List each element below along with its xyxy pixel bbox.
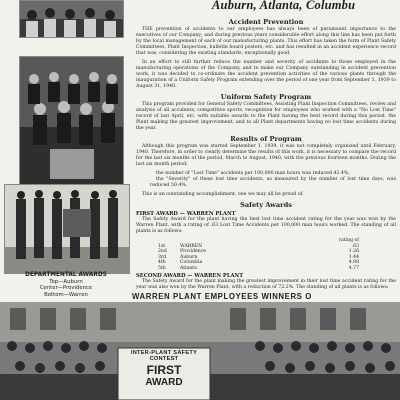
award-banner — [118, 350, 210, 388]
results-paragraph-1: Although this program was started September 1, 1939, it was not completely organized until February, 1940. Therefore, in order to clearly determine the results of this work, it is necessary to compare the record for the last six months of the period, March to August, 1940, with the previous fourteen months. During the last six month period: — [136, 144, 396, 167]
plant-cell: WARREN — [180, 243, 203, 249]
departmental-award-photo-top — [19, 0, 124, 38]
plant-cell: Columbia — [180, 260, 203, 266]
caption-line-center: Center—Providence — [39, 285, 93, 291]
departmental-award-photo-bottom — [4, 184, 130, 274]
first-award-standings-table — [156, 238, 361, 272]
first-award-text: The Safety Award for the plant having the best lost time accident rating for the year was won by the Warren Plant, with a rating of .63 Lost Time Accidents per 100,000 man hours worked. The standing of all plants is as follows: — [136, 217, 396, 234]
table-row — [156, 266, 361, 272]
rating-cell: .63 — [351, 243, 359, 249]
rating-cell: 4.98 — [348, 260, 359, 266]
rank-cell: 5th — [158, 265, 166, 271]
caption-title: DEPARTMENTAL AWARDS — [25, 272, 107, 278]
results-paragraph-4: This is an outstanding accomplishment, one we may all be proud of. — [142, 192, 304, 197]
rank-cell: 3rd — [158, 254, 167, 260]
rank-cell: 4th — [158, 260, 166, 266]
caption-line-bottom: Bottom—Warren — [44, 291, 88, 298]
uniform-safety-heading: Uniform Safety Program — [220, 93, 312, 101]
accident-prevention-heading: Accident Prevention — [228, 18, 304, 26]
plant-cell: Providence — [180, 249, 207, 255]
banner-line-1: INTER-PLANT SAFETY CONTEST — [130, 350, 198, 362]
rating-cell: 1.26 — [348, 249, 359, 255]
plant-cell: Auburn — [180, 254, 198, 260]
accident-prevention-paragraph-1: THE prevention of accidents to our employees has always been of paramount importance to the executives of our Company; and during previous years considerable effort along this line has been put forth by the local management of each of our manufacturing plants. This effort has taken the form of Plant Safety Committees, Plant Inspection, bulletin board posters, etc. and has resulted in an accident experience record that was, considering the existing standards, exceptionally good. — [136, 27, 396, 56]
safety-awards-heading: Safety Awards — [240, 201, 292, 209]
rating-header: rating of — [338, 238, 359, 243]
employees-winners-title: WARREN PLANT EMPLOYEES WINNERS O — [132, 292, 312, 301]
accident-prevention-paragraph-2: In an effort to still further reduce the number and severity of accidents to those employed in the manufacturing operations of the Company, and to make our Company outstanding in accident prevention work, it was decided to co-ordinate the accident prevention activities of the various plants through the inauguration of a Uniform Safety Program extending over the period of one year from September 1, 1939 to August 31, 1940. — [136, 60, 396, 89]
results-paragraph-3: the "Severity" of these lost time accidents, as measured by the number of lost time days, was reduced 50.4%. — [150, 177, 396, 188]
first-award-label: FIRST AWARD — WARREN PLANT — [136, 211, 236, 217]
banner-line-2: FIRST — [146, 363, 182, 377]
results-heading: Results of Program — [230, 135, 302, 143]
results-paragraph-2: the number of "Lost Time" accidents per 100,000 man hours was reduced 42.4%, — [156, 171, 350, 176]
banner-line-3: AWARD — [145, 377, 183, 388]
warren-plant-employees-photo — [0, 302, 400, 400]
article-column — [136, 18, 396, 294]
departmental-award-photo-center — [19, 56, 124, 192]
second-award-label: SECOND AWARD — WARREN PLANT — [136, 272, 244, 279]
rank-cell: 2nd — [158, 249, 167, 255]
rating-cell: 4.77 — [348, 265, 359, 271]
rank-cell: 1st — [158, 243, 166, 249]
departmental-awards-caption — [4, 272, 128, 298]
second-award-text: The Safety Award for the plant making the greatest improvement in their lost time accident rating for the year was also won by the Warren Plant, with a reduction of 72.2%. The standing of all plants is as follows: — [136, 278, 396, 290]
plant-cell: Atlanta — [180, 265, 197, 271]
header-cities: Auburn, Atlanta, Columbu — [212, 0, 356, 12]
rating-cell: 1.44 — [348, 254, 359, 260]
caption-line-top: Top—Auburn — [49, 278, 83, 285]
uniform-safety-paragraph: This program provided for General Safety Committees, Assisting Plant Inspection Committees, review and analysis of all accidents, competitive sports, recognition for employees who worked with a "No Lost Time" record of last April, etc, with suitable awards to the Plant having the best record during this period, the Plant making the greatest improvement, and to all Plant departments having no lost time accidents during the year. — [136, 102, 396, 131]
